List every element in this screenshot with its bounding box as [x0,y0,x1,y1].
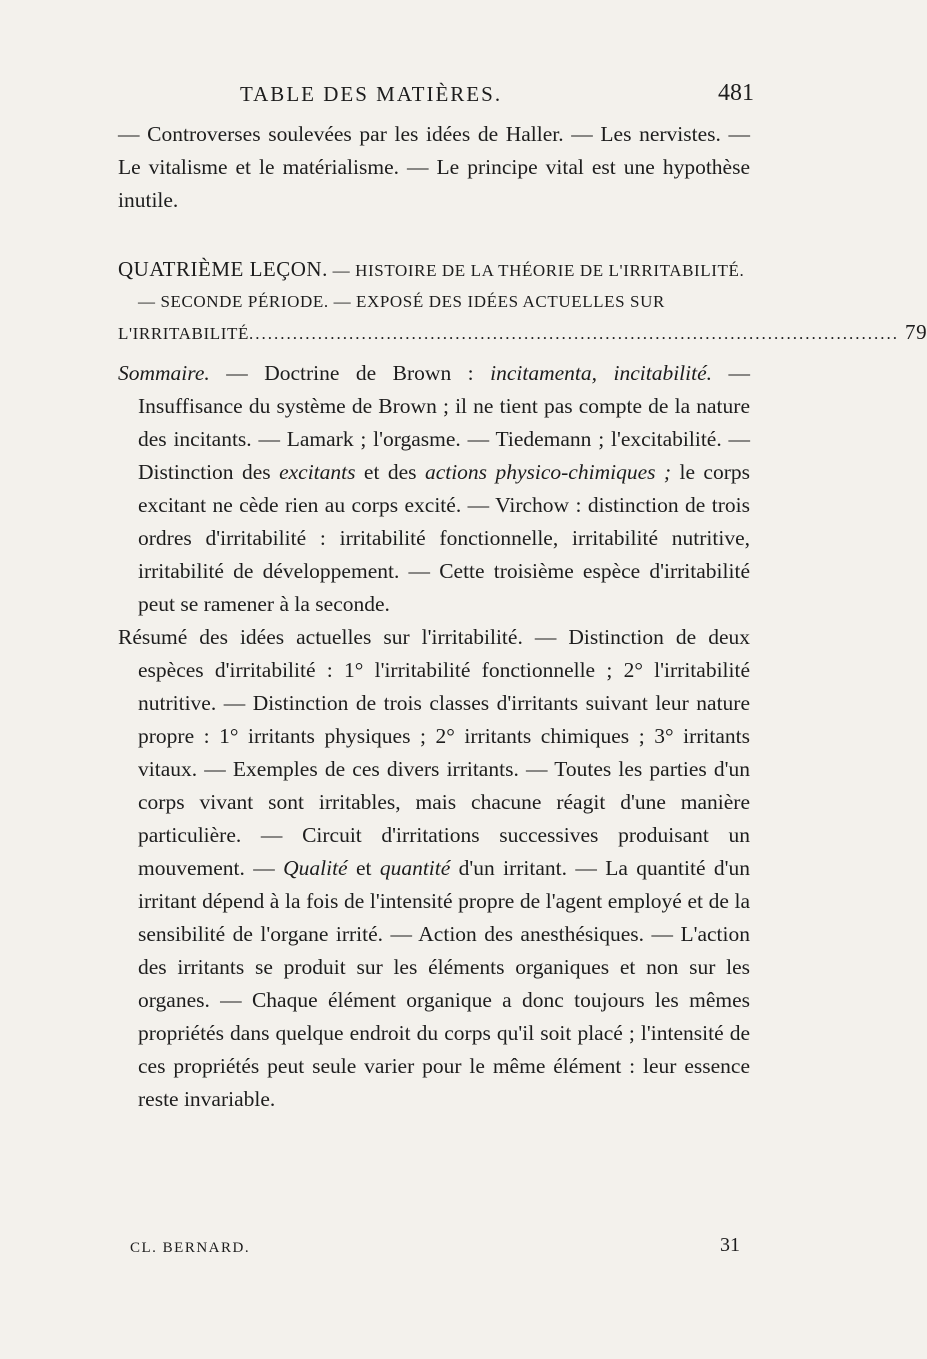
printer-signature: CL. BERNARD. [130,1240,251,1256]
lesson-title-line3-row [118,317,927,349]
lesson-title-line3: L'IRRITABILITÉ [118,324,249,343]
sommaire-text-7: le corps excitant ne cède rien au corps excité. — Virchow : distinction de trois ordres d'irritabilité : irritabilité fonctionnelle, irritabilité nutritive, irritabilité de développement. — Cette troisième espèce d'irritabilité peut se ramener à la seconde. [138,460,750,616]
continuation-paragraph [118,118,750,217]
gathering-mark: 31 [720,1234,740,1256]
sommaire-paragraph [118,357,750,621]
dot-leader: ........................................................................................................ [248,324,899,343]
page-number: 481 [718,80,754,106]
lesson-page-ref: 79 [904,320,927,344]
resume-text-4: quantité [379,856,451,880]
sommaire-text-6: actions physico-chimiques ; [424,460,672,484]
sommaire-text-4: excitants [279,460,356,484]
lesson-title-line2: — SECONDE PÉRIODE. — EXPOSÉ DES IDÉES ACTUELLES SUR [138,292,665,311]
sommaire-section [118,357,750,1116]
resume-paragraph [118,621,750,1116]
sommaire-text-1: — Doctrine de Brown : [209,361,491,385]
sommaire-text-5: et des [355,460,425,484]
page-header [0,82,800,112]
lesson-title-line1: — HISTOIRE DE LA THÉORIE DE L'IRRITABILITÉ. [327,261,745,280]
resume-text-3: et [347,856,380,880]
sommaire-label: Sommaire. [118,361,210,385]
sommaire-text-2: incitamenta, incitabilité. [490,361,713,385]
lesson-heading: QUATRIÈME LEÇON. [118,257,328,281]
lesson-entry [118,254,927,349]
resume-text-5: d'un irritant. — La quantité d'un irritant dépend à la fois de l'intensité propre de l'agent employé et de la sensibilité de l'organe irrité. — Action des anesthésiques. — L'action des irritants se produit sur les éléments organiques et non sur les organes. — Chaque élément organique a donc toujours les mêmes propriétés dans quelque endroit du corps qu'il soit placé ; l'intensité de ces propriétés peut seule varier pour le même élément : leur essence reste invariable. [138,856,750,1111]
resume-text-1: Résumé des idées actuelles sur l'irritabilité. — Distinction de deux espèces d'irritabilité : 1° l'irritabilité fonctionnelle ; 2° l'irritabilité nutritive. — Distinction de trois classes d'irritants suivant leur nature propre : 1° irritants physiques ; 2° irritants chimiques ; 3° irritants vitaux. — Exemples de ces divers irritants. — Toutes les parties d'un corps vivant sont irritables, mais chacune réagit d'une manière particulière. — Circuit d'irritations successives produisant un mouvement. — [118,625,750,880]
running-title: TABLE DES MATIÈRES. [240,82,503,106]
resume-text-2: Qualité [283,856,348,880]
sommaire-text-3: — Insuffisance du système de Brown ; il ne tient pas compte de la nature des incitants. — Lamark ; l'orgasme. — Tiedemann ; l'excitabilité. — Distinction des [138,361,751,484]
continuation-text: — Controverses soulevées par les idées de Haller. — Les nervistes. — Le vitalisme et le matérialisme. — Le principe vital est une hypothèse inutile. [118,122,750,212]
page-footer [130,1234,740,1266]
